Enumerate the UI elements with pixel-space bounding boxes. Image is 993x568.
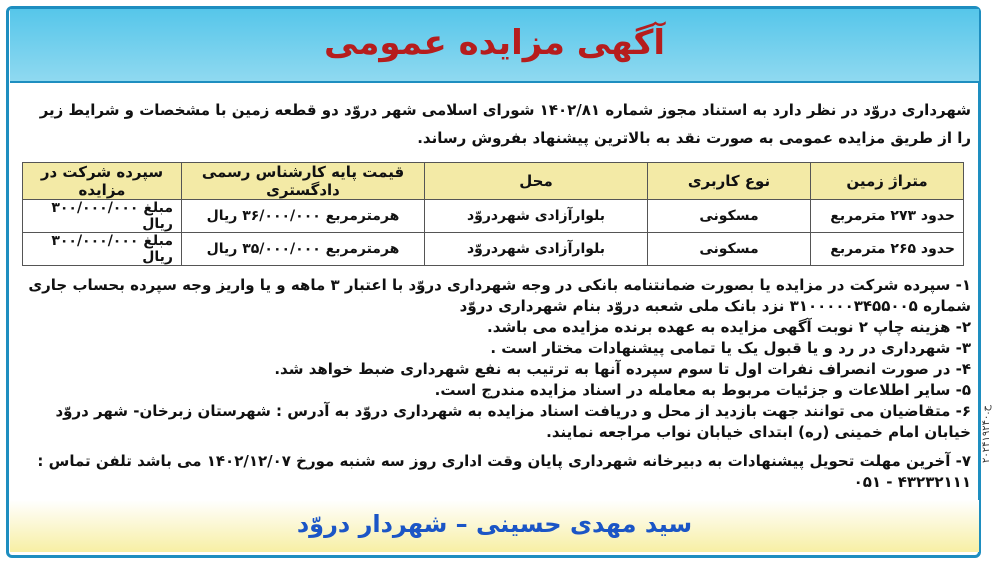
- condition-item: ۶- متقاضیان می توانند جهت بازدید از محل و دریافت اسناد مزایده به شهرداری دروّد به آدرس : شهرستان زبرخان- شهر دروّد خیابان امام خمینی (ره) ابتدای خیابان نواب مراجعه نمایند.: [55, 402, 971, 441]
- cell-usage: مسکونی: [648, 200, 811, 233]
- header-usage: نوع کاربری: [648, 163, 811, 200]
- condition-item: ۳- شهرداری در رد و یا قبول یک یا تمامی پیشنهادات مختار است .: [490, 339, 971, 357]
- cell-location: بلوارآزادی شهردروّد: [425, 200, 648, 233]
- condition-item: ۵- سایر اطلاعات و جزئیات مربوط به معامله در اسناد مزایده مندرج است.: [434, 381, 971, 399]
- cell-deposit: مبلغ ۳۰۰/۰۰۰/۰۰۰ ریال: [23, 233, 182, 266]
- cell-area: حدود ۲۷۳ مترمربع: [811, 200, 964, 233]
- land-table: [22, 162, 964, 266]
- header-base-price: قیمت پایه کارشناس رسمی دادگستری: [182, 163, 425, 200]
- cell-base-price: هرمترمربع ۳۶/۰۰۰/۰۰۰ ریال: [182, 200, 425, 233]
- table-row: [23, 200, 964, 233]
- cell-usage: مسکونی: [648, 233, 811, 266]
- signature: سید مهدی حسینی – شهردار دروّد: [296, 510, 693, 538]
- notice-title: آگهی مزایده عمومی: [323, 23, 666, 63]
- table-header-row: [23, 163, 964, 200]
- deadline-item: ۷- آخرین مهلت تحویل پیشنهادات به دبیرخانه شهرداری پایان وقت اداری روز سه شنبه مورخ ۱۴۰۲/۱۲/۰۷ می باشد تلفن تماس : ۴۳۲۳۲۱۱۱ - ۰۵۱: [37, 452, 971, 491]
- conditions-list: [22, 275, 971, 493]
- cell-location: بلوارآزادی شهردروّد: [425, 233, 648, 266]
- side-code: ح.۲۰۲۴۱۹۲۴۰: [981, 405, 992, 463]
- table-row: [23, 233, 964, 266]
- condition-item: ۱- سپرده شرکت در مزایده یا بصورت ضمانتنامه بانکی در وجه شهرداری دروّد با اعتبار ۳ ماهه و یا واریز وجه سپرده بحساب جاری شماره ۳۱۰۰۰۰۰۳۴۵۵۰۰۵ نزد بانک ملی شعبه دروّد بنام شهرداری دروّد: [28, 276, 971, 315]
- header-location: محل: [425, 163, 648, 200]
- condition-item: ۲- هزینه چاپ ۲ نوبت آگهی مزایده به عهده برنده مزایده می باشد.: [487, 318, 971, 336]
- cell-area: حدود ۲۶۵ مترمربع: [811, 233, 964, 266]
- header-area: متراژ زمین: [811, 163, 964, 200]
- signature-band: [10, 500, 979, 552]
- cell-deposit: مبلغ ۳۰۰/۰۰۰/۰۰۰ ریال: [23, 200, 182, 233]
- header-deposit: سپرده شرکت در مزایده: [23, 163, 182, 200]
- condition-item: ۴- در صورت انصراف نفرات اول تا سوم سپرده آنها به ترتیب به نفع شهرداری ضبط خواهد شد.: [274, 360, 971, 378]
- cell-base-price: هرمترمربع ۳۵/۰۰۰/۰۰۰ ریال: [182, 233, 425, 266]
- notice-intro: شهرداری دروّد در نظر دارد به استناد مجوز شماره ۱۴۰۲/۸۱ شورای اسلامی شهر دروّد دو قطعه زمین با مشخصات و شرایط زیر را از طریق مزایده عمومی به صورت نقد به بالاترین پیشنهاد بفروش رساند.: [39, 101, 971, 147]
- title-band: [10, 9, 979, 83]
